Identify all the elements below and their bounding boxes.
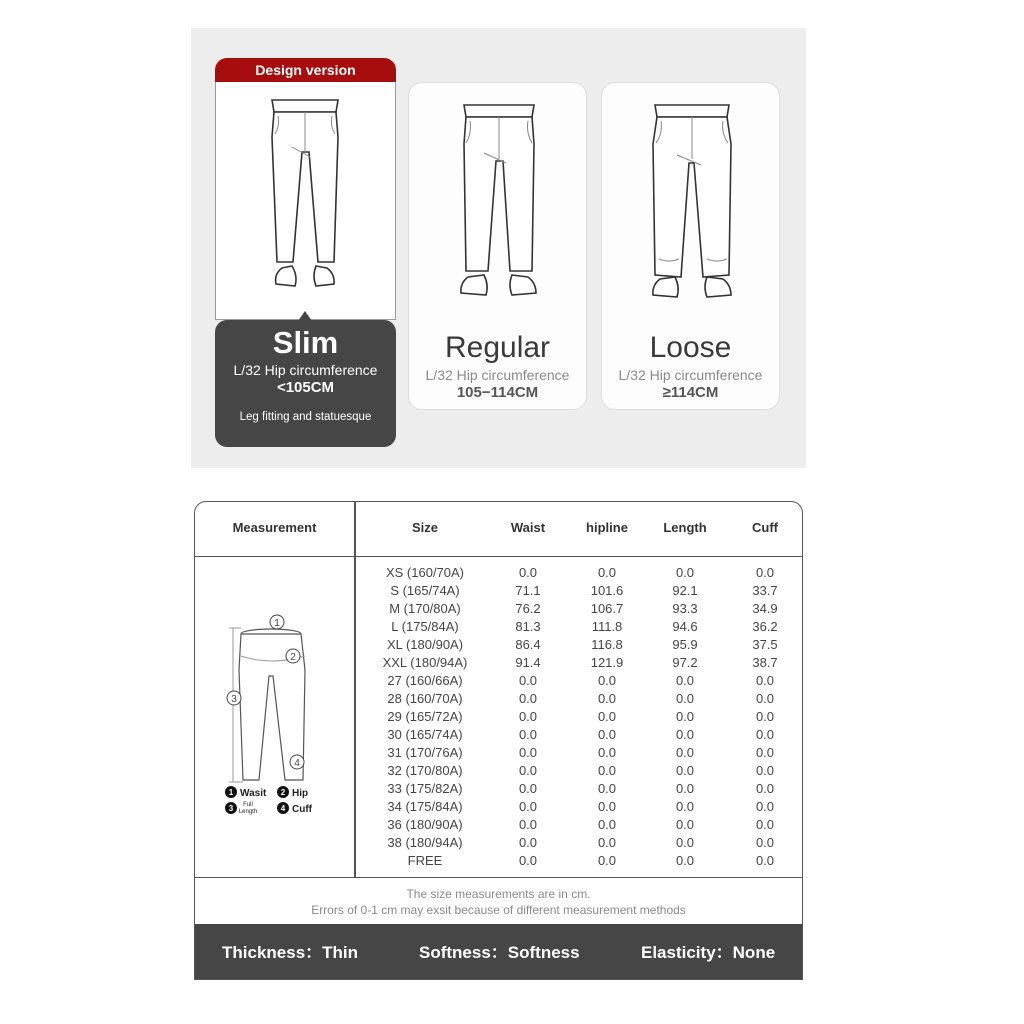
cell-length: 95.9	[672, 637, 698, 652]
marker-4: 4	[294, 758, 300, 769]
table-row	[355, 762, 802, 780]
cell-length: 97.2	[672, 655, 698, 670]
cell-waist: 0.0	[518, 709, 538, 724]
table-row	[355, 798, 802, 816]
cell-length: 92.1	[672, 583, 698, 598]
cell-waist: 0.0	[518, 853, 538, 868]
cell-length: 0.0	[675, 817, 695, 832]
loose-fit-label	[602, 323, 779, 402]
header-size: Size	[411, 520, 438, 535]
cell-cuff: 0.0	[755, 835, 775, 850]
cell-size: 36 (180/90A)	[387, 817, 463, 832]
table-row	[355, 690, 802, 708]
header-length: Length	[663, 520, 707, 535]
header-cuff: Cuff	[752, 520, 778, 535]
fit-card-regular[interactable]	[408, 82, 587, 410]
cell-hipline: 0.0	[597, 691, 617, 706]
fit-range-regular: 105−114CM	[456, 384, 539, 401]
legend-cuff: Cuff	[292, 804, 312, 815]
cell-cuff: 37.5	[752, 637, 778, 652]
table-row	[355, 564, 802, 582]
cell-length: 93.3	[672, 601, 698, 616]
cell-size: XS (160/70A)	[385, 565, 465, 580]
cell-cuff: 36.2	[752, 619, 778, 634]
cell-cuff: 0.0	[755, 763, 775, 778]
table-body	[355, 564, 802, 870]
attr-elasticity: Elasticity：None	[641, 943, 776, 962]
legend-waist: Wasit	[240, 788, 267, 799]
table-row	[355, 852, 802, 870]
table-row	[355, 816, 802, 834]
cell-hipline: 0.0	[597, 709, 617, 724]
cell-hipline: 0.0	[597, 745, 617, 760]
cell-hipline: 0.0	[597, 817, 617, 832]
cell-cuff: 0.0	[755, 781, 775, 796]
marker-3: 3	[231, 694, 237, 705]
cell-hipline: 0.0	[597, 781, 617, 796]
cell-length: 94.6	[672, 619, 698, 634]
cell-size: 38 (180/94A)	[387, 835, 463, 850]
header-hipline: hipline	[586, 520, 628, 535]
cell-size: 32 (170/80A)	[387, 763, 463, 778]
cell-length: 0.0	[675, 835, 695, 850]
cell-hipline: 111.8	[591, 619, 623, 634]
svg-text:4: 4	[280, 804, 286, 813]
marker-1: 1	[274, 618, 280, 629]
cell-waist: 0.0	[518, 565, 538, 580]
fit-name-regular: Regular	[444, 331, 551, 364]
table-row	[355, 834, 802, 852]
cell-waist: 0.0	[518, 835, 538, 850]
cell-size: S (165/74A)	[390, 583, 460, 598]
cell-size: 28 (160/70A)	[387, 691, 463, 706]
attr-thickness: Thickness：Thin	[222, 943, 359, 962]
cell-size: 30 (165/74A)	[387, 727, 463, 742]
fit-subtitle-slim: L/32 Hip circumference	[233, 362, 378, 378]
cell-size: L (175/84A)	[391, 619, 459, 634]
loose-pants-icon	[647, 99, 737, 304]
cell-cuff: 34.9	[752, 601, 778, 616]
cell-hipline: 101.6	[590, 583, 624, 598]
fit-note-slim: Leg fitting and statuesque	[239, 411, 372, 423]
table-row	[355, 618, 802, 636]
fit-range-slim: <105CM	[276, 379, 335, 396]
cell-waist: 0.0	[518, 727, 538, 742]
svg-text:1: 1	[228, 788, 234, 797]
legend-hip: Hip	[292, 788, 309, 799]
fit-subtitle-regular: L/32 Hip circumference	[425, 367, 570, 383]
cell-waist: 0.0	[518, 673, 538, 688]
cell-waist: 0.0	[518, 745, 538, 760]
cell-length: 0.0	[675, 691, 695, 706]
measurement-diagram	[215, 610, 335, 820]
table-row	[355, 780, 802, 798]
cell-cuff: 33.7	[752, 583, 778, 598]
regular-pants-icon	[456, 99, 542, 304]
cell-waist: 0.0	[518, 763, 538, 778]
cell-length: 0.0	[675, 673, 695, 688]
table-row	[355, 636, 802, 654]
legend-full-length-2: Length	[238, 809, 258, 815]
cell-hipline: 116.8	[591, 637, 623, 652]
cell-size: FREE	[407, 853, 443, 868]
regular-fit-label	[409, 323, 586, 402]
cell-length: 0.0	[675, 727, 695, 742]
table-row	[355, 744, 802, 762]
cell-cuff: 0.0	[755, 691, 775, 706]
svg-text:2: 2	[280, 788, 286, 797]
cell-length: 0.0	[675, 745, 695, 760]
attr-softness: Softness：Softness	[419, 943, 580, 962]
cell-size: 33 (175/82A)	[387, 781, 463, 796]
cell-size: XL (180/90A)	[386, 637, 464, 652]
cell-length: 0.0	[675, 799, 695, 814]
cell-hipline: 0.0	[597, 853, 617, 868]
size-chart-table	[194, 501, 803, 980]
table-row	[355, 672, 802, 690]
cell-cuff: 0.0	[755, 817, 775, 832]
cell-hipline: 106.7	[590, 601, 624, 616]
cell-cuff: 0.0	[755, 673, 775, 688]
table-header	[195, 502, 802, 557]
fit-subtitle-loose: L/32 Hip circumference	[618, 367, 763, 383]
cell-waist: 81.3	[515, 619, 541, 634]
cell-hipline: 0.0	[597, 565, 617, 580]
design-version-badge: Design version	[215, 58, 396, 82]
cell-hipline: 0.0	[597, 673, 617, 688]
fit-range-loose: ≥114CM	[662, 384, 719, 401]
pants-measurement-icon	[215, 610, 335, 820]
cell-length: 0.0	[675, 853, 695, 868]
cell-size: XXL (180/94A)	[382, 655, 468, 670]
cell-hipline: 0.0	[597, 835, 617, 850]
cell-hipline: 0.0	[597, 799, 617, 814]
cell-size: 34 (175/84A)	[387, 799, 463, 814]
cell-hipline: 121.9	[590, 655, 624, 670]
cell-cuff: 0.0	[755, 565, 775, 580]
svg-text:3: 3	[228, 804, 234, 813]
cell-waist: 0.0	[518, 781, 538, 796]
slim-fit-label	[215, 320, 396, 447]
cell-waist: 0.0	[518, 817, 538, 832]
table-row	[355, 600, 802, 618]
note-line-1: The size measurements are in cm.	[406, 887, 591, 901]
cell-length: 0.0	[675, 781, 695, 796]
cell-size: 31 (170/76A)	[387, 745, 463, 760]
legend-full-length-1: Full	[243, 802, 253, 808]
cell-cuff: 0.0	[755, 727, 775, 742]
cell-waist: 71.1	[515, 583, 541, 598]
fabric-attributes-bar	[195, 924, 802, 980]
slim-illustration-area	[215, 82, 396, 320]
measurement-notes	[195, 877, 802, 924]
cell-hipline: 0.0	[597, 763, 617, 778]
table-row	[355, 582, 802, 600]
cell-size: 27 (160/66A)	[387, 673, 463, 688]
cell-waist: 86.4	[515, 637, 541, 652]
cell-length: 0.0	[675, 763, 695, 778]
note-line-2: Errors of 0-1 cm may exsit because of different measurement methods	[311, 903, 686, 917]
cell-waist: 0.0	[518, 691, 538, 706]
cell-hipline: 0.0	[597, 727, 617, 742]
table-row	[355, 708, 802, 726]
cell-waist: 0.0	[518, 799, 538, 814]
header-waist: Waist	[510, 520, 546, 535]
cell-waist: 76.2	[515, 601, 541, 616]
table-row	[355, 654, 802, 672]
cell-cuff: 0.0	[755, 745, 775, 760]
header-measurement: Measurement	[232, 520, 317, 535]
cell-waist: 91.4	[515, 655, 541, 670]
cell-size: 29 (165/72A)	[387, 709, 463, 724]
fit-name-loose: Loose	[649, 331, 732, 364]
cell-cuff: 0.0	[755, 709, 775, 724]
cell-cuff: 0.0	[755, 799, 775, 814]
table-row	[355, 726, 802, 744]
cell-size: M (170/80A)	[389, 601, 461, 616]
cell-length: 0.0	[675, 709, 695, 724]
fit-card-loose[interactable]	[601, 82, 780, 410]
cell-length: 0.0	[675, 565, 695, 580]
fit-card-slim[interactable]	[215, 58, 396, 447]
cell-cuff: 0.0	[755, 853, 775, 868]
cell-cuff: 38.7	[752, 655, 778, 670]
marker-2: 2	[290, 652, 296, 663]
slim-pants-icon	[262, 92, 348, 297]
fit-name-slim: Slim	[272, 325, 339, 360]
